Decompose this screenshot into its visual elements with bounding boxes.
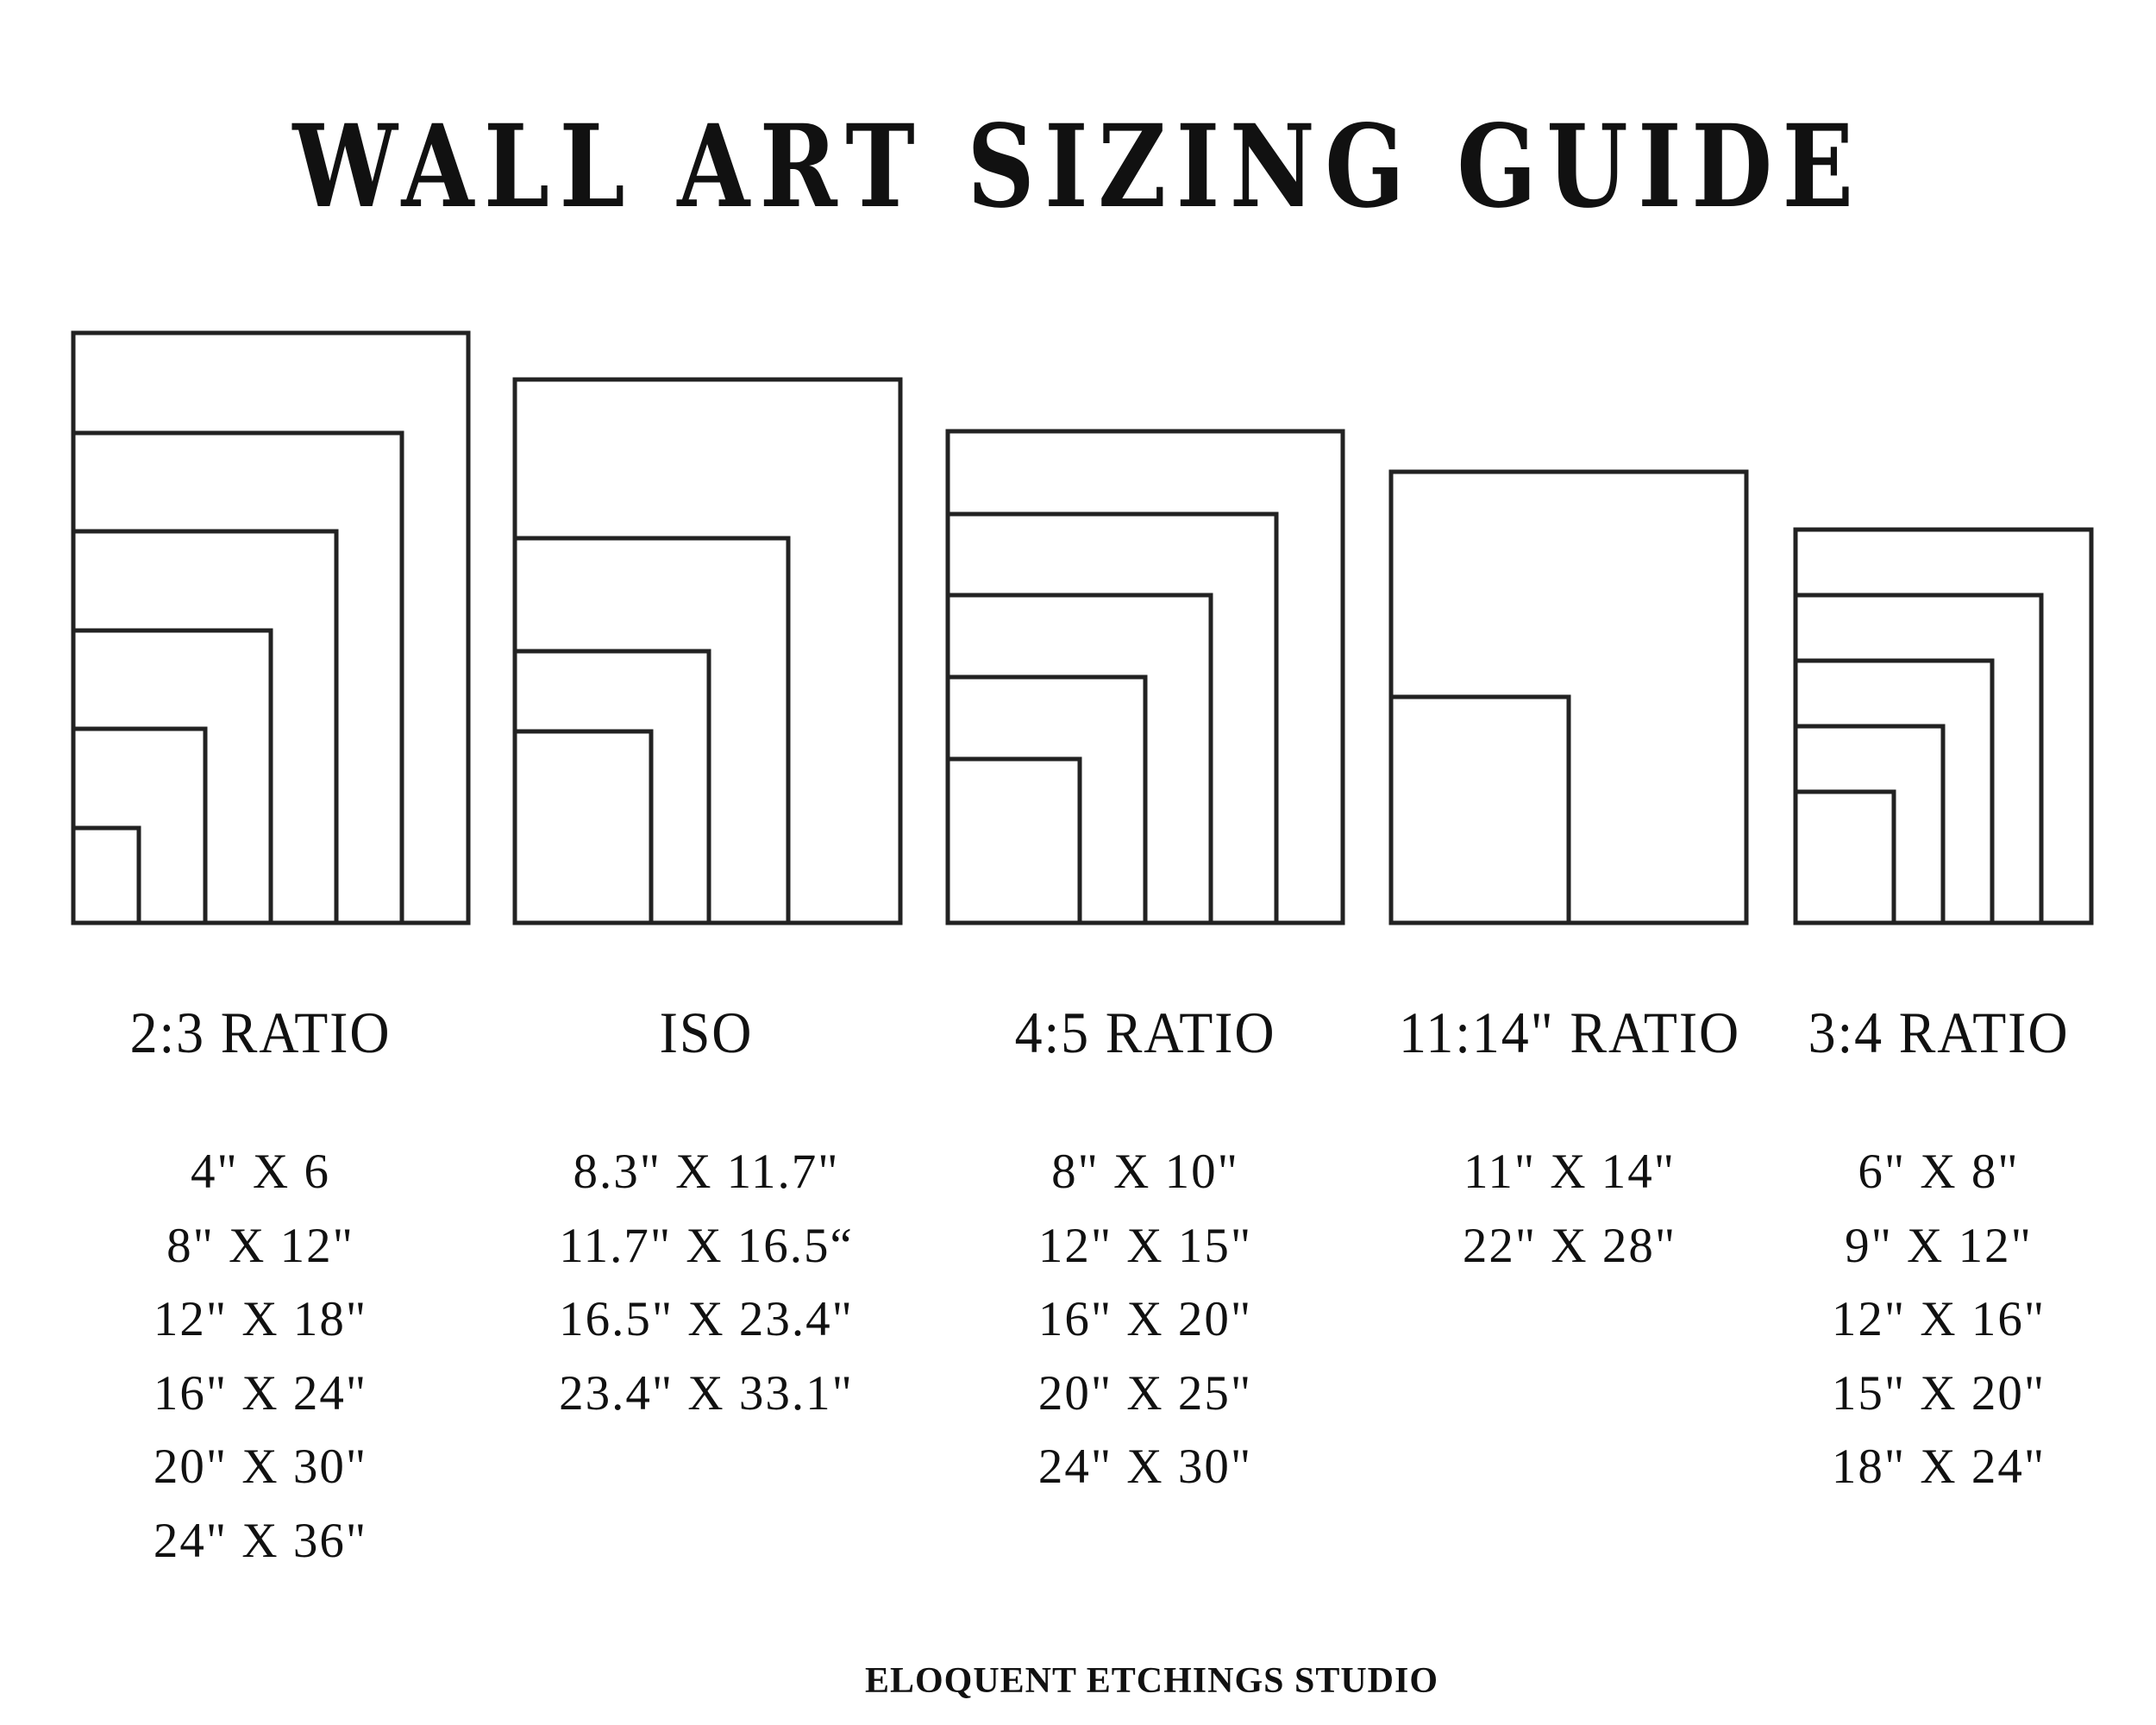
size-item: 6" X 8": [1858, 1145, 2020, 1199]
size-item: 12" X 16": [1831, 1292, 2046, 1346]
studio-name: ELOQUENT ETCHINGS STUDIO: [864, 1661, 1439, 1701]
ratio-3-4-frame-4: [1796, 595, 2041, 923]
size-item: 12" X 18": [153, 1292, 368, 1346]
size-item: 4" X 6: [191, 1145, 330, 1199]
size-list: [930, 1135, 1361, 1504]
size-item: 24" X 36": [153, 1513, 368, 1568]
ratio-4-5-frame-2: [948, 677, 1145, 923]
page-title: WALL ART SIZING GUIDE: [292, 100, 1864, 234]
ratio-2-3-frame-1: [73, 828, 139, 923]
size-item: 11.7" X 16.5“: [559, 1218, 854, 1273]
size-item: 16" X 24": [153, 1365, 368, 1421]
size-item: 24" X 30": [1037, 1440, 1253, 1494]
size-item: 8.3" X 11.7": [573, 1145, 840, 1199]
ratio-label: ISO: [659, 1000, 754, 1065]
ratio-4-5-frame-4: [948, 514, 1276, 923]
size-item: 23.4" X 33.1": [559, 1365, 854, 1421]
ratio-label: 11:14" RATIO: [1398, 1000, 1741, 1065]
size-item: 16" X 20": [1037, 1292, 1253, 1346]
ratio-label: 2:3 RATIO: [129, 1000, 392, 1065]
group-2-3-ratio: [45, 1000, 476, 1568]
ratio-11-14-frame-1: [1391, 697, 1569, 923]
size-list: [45, 1135, 476, 1578]
size-list: [1354, 1135, 1785, 1283]
iso-frame-2: [515, 651, 709, 923]
ratio-3-4-frame-2: [1796, 726, 1943, 923]
size-item: 12" X 15": [1037, 1218, 1253, 1273]
size-item: 11" X 14": [1463, 1145, 1677, 1199]
size-item: 20" X 30": [153, 1440, 368, 1494]
size-item: 9" X 12": [1845, 1218, 2033, 1273]
ratio-2-3-frame-5: [73, 433, 402, 923]
size-item: 8" X 10": [1051, 1145, 1239, 1199]
size-item: 8" X 12": [166, 1218, 354, 1273]
size-list: [1723, 1135, 2154, 1504]
ratio-4-5-frame-1: [948, 759, 1080, 923]
group-11-14-ratio: [1354, 1000, 1785, 1273]
group-4-5-ratio: [930, 1000, 1361, 1494]
size-item: 22" X 28": [1462, 1218, 1677, 1273]
ratio-label: 3:4 RATIO: [1808, 1000, 2070, 1065]
size-item: 15" X 20": [1831, 1365, 2046, 1421]
ratio-3-4-frame-1: [1796, 792, 1894, 923]
size-item: 18" X 24": [1831, 1440, 2046, 1494]
size-item: 16.5" X 23.4": [559, 1292, 854, 1346]
ratio-label: 4:5 RATIO: [1014, 1000, 1276, 1065]
group-iso: [491, 1000, 922, 1421]
ratio-2-3-frame-3: [73, 630, 271, 923]
iso-frame-1: [515, 731, 651, 923]
size-list: [491, 1135, 922, 1430]
size-item: 20" X 25": [1037, 1365, 1253, 1421]
group-3-4-ratio: [1723, 1000, 2154, 1494]
